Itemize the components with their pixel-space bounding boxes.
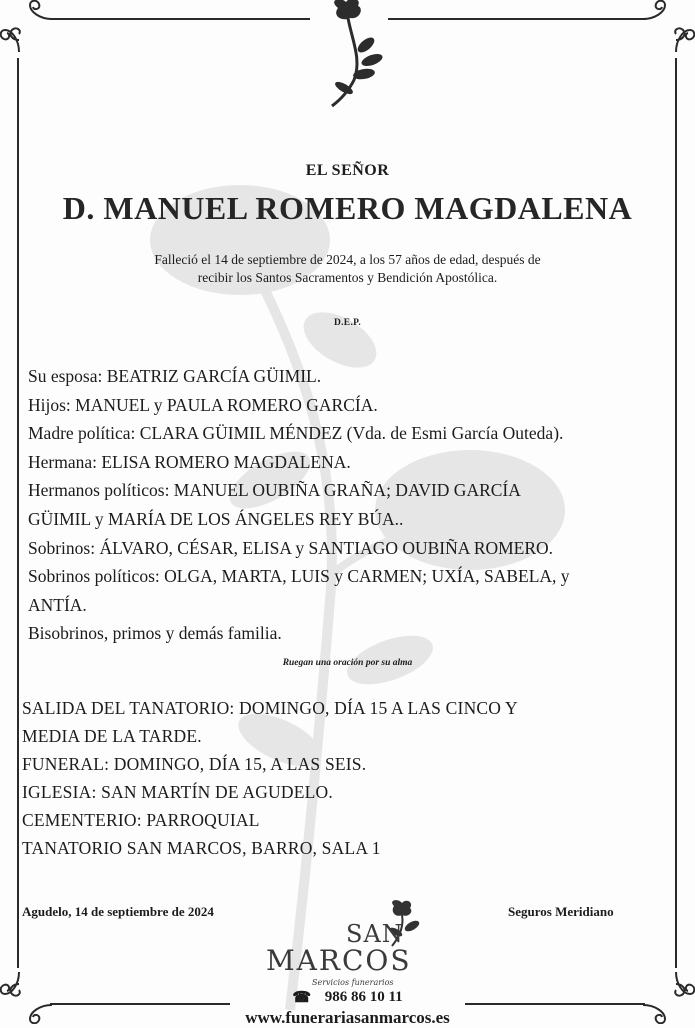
family-line: Bisobrinos, primos y demás familia. <box>28 623 282 644</box>
website-link[interactable]: www.funerariasanmarcos.es <box>245 1008 450 1027</box>
family-line: Hermana: ELISA ROMERO MAGDALENA. <box>28 451 351 472</box>
death-line: Falleció el 14 de septiembre de 2024, a los 57 años de edad, después de <box>154 252 541 267</box>
funeral-home-logo <box>266 900 436 990</box>
logo-tagline: Servicios funerarios <box>312 978 394 987</box>
family-list <box>28 362 678 648</box>
phone-number[interactable]: 986 86 10 11 <box>324 989 403 1005</box>
deceased-name: D. MANUEL ROMERO MAGDALENA <box>62 190 633 226</box>
service-details <box>22 694 672 862</box>
family-line: Sobrinos: ÁLVARO, CÉSAR, ELISA y SANTIAGO OUBIÑA ROMERO. <box>28 537 554 558</box>
family-line: GÜIMIL y MARÍA DE LOS ÁNGELES REY BÚA.. <box>28 508 404 529</box>
place-date: Agudelo, 14 de septiembre de 2024 <box>22 904 214 919</box>
prayer-request: Ruegan una oración por su alma <box>282 658 413 668</box>
service-line: TANATORIO SAN MARCOS, BARRO, SALA 1 <box>22 838 381 858</box>
honorific-title: EL SEÑOR <box>305 162 390 179</box>
frame-top-left <box>50 18 310 20</box>
family-line: Su esposa: BEATRIZ GARCÍA GÜIMIL. <box>28 366 322 386</box>
death-notice <box>0 251 695 287</box>
death-line: recibir los Santos Sacramentos y Bendición Apostólica. <box>197 270 498 285</box>
service-line: MEDIA DE LA TARDE. <box>22 726 202 746</box>
telephone-icon: ☎ <box>292 990 311 1006</box>
service-line: FUNERAL: DOMINGO, DÍA 15, A LAS SEIS. <box>22 754 367 774</box>
family-line: Hijos: MANUEL y PAULA ROMERO GARCÍA. <box>28 394 378 415</box>
corner-ornament-icon <box>635 0 695 60</box>
service-line: IGLESIA: SAN MARTÍN DE AGUDELO. <box>22 782 333 802</box>
service-line: SALIDA DEL TANATORIO: DOMINGO, DÍA 15 A LAS CINCO Y <box>22 698 518 718</box>
rip-label: D.E.P. <box>333 318 362 328</box>
logo-marcos: MARCOS <box>266 944 412 977</box>
insurer-name: Seguros Meridiano <box>508 904 614 919</box>
frame-top-right <box>388 18 646 20</box>
service-line: CEMENTERIO: PARROQUIAL <box>22 810 260 830</box>
flower-ornament-icon <box>318 0 396 110</box>
family-line: Hermanos políticos: MANUEL OUBIÑA GRAÑA; DAVID GARCÍA <box>28 480 521 501</box>
logo-san: SAN <box>346 920 404 948</box>
phone-line <box>0 988 695 1007</box>
family-line: Sobrinos políticos: OLGA, MARTA, LUIS y CARMEN; UXÍA, SABELA, y <box>28 566 570 587</box>
family-line: Madre política: CLARA GÜIMIL MÉNDEZ (Vda. de Esmi García Outeda). <box>28 423 564 444</box>
family-line: ANTÍA. <box>28 594 87 615</box>
corner-ornament-icon <box>0 0 60 60</box>
